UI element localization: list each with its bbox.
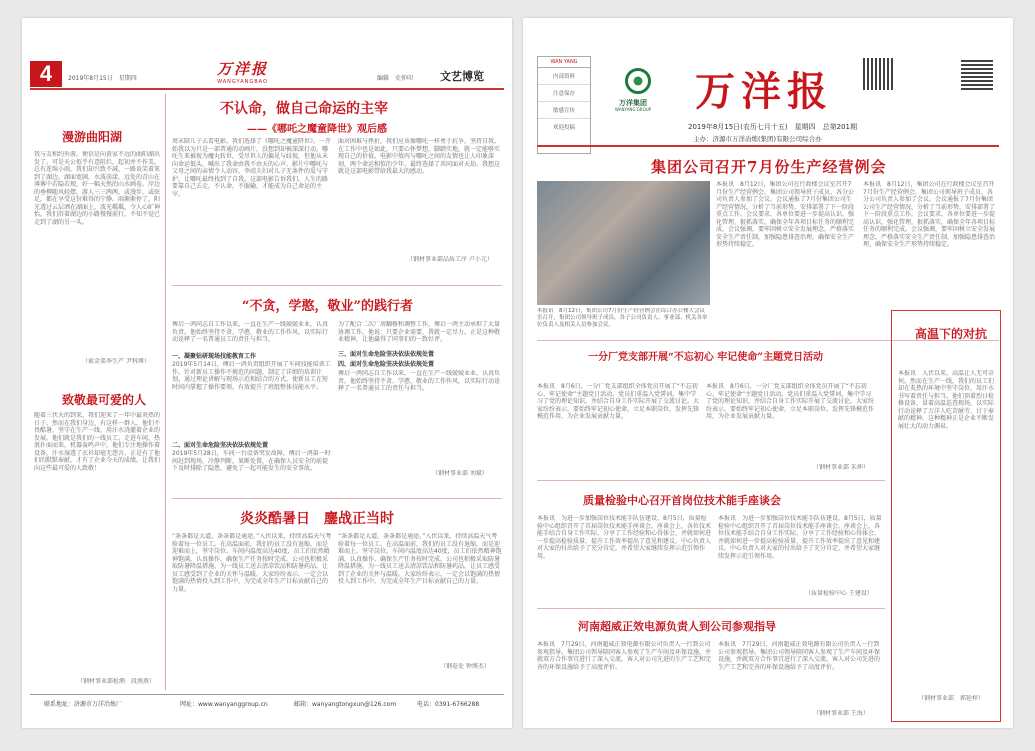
photo-caption: 本报讯 8月12日，集团公司7月份生产经营例会在综合办公楼大会议室召开，集团公司领导班子成员、各子公司负责人、事业部、机关各单位负责人及相关人员参加会议。	[537, 308, 708, 328]
article-body: 本报讯 8月12日，集团公司在行政楼会议室召开7月份生产经营例会，集团公司领导班子成员、各分公司负责人参加了会议。会议通报了7月份集团公司生产经营情况，分析了当前形势，安排部署了下一阶段重点工作。会议要求，各单位要进一步提高认识，强化管理，狠抓落实，确保全年各项目标任务的顺利完成。会议强调，要牢固树立安全发展理念，严格落实安全生产责任制，加强隐患排查治理，确保安全生产形势持续稳定。	[716, 181, 855, 248]
article-byline: （钢材事业部 王海）	[813, 710, 869, 717]
article-byline: （钢材事业部检测 段燕燕）	[77, 678, 156, 685]
issue-date: 2019年8月15日 星期四	[68, 75, 137, 82]
sidebar-byline: （钢材事业部 郭延梓）	[918, 695, 985, 702]
sidebar-body: 本报讯 入伏以来，高温让人无可奈何。然而在生产一线，我们的员工们却在炙热的环境中坚守岗位，用汗水书写着责任与担当。他们顶着烈日检修设备，冒着高温巡查现场，以实际行动诠释了万洋人吃苦耐劳、甘于奉献的精神。这种精神正是企业不断发展壮大的动力源泉。	[898, 370, 995, 430]
article-body: 傅启一鸿同志自工作以来，一直在生产一线兢兢业业，认真负责。他始终坚持不贪、学憨、敬业的工作作风，以实际行动诠释了一名普通员工的责任与担当。	[338, 370, 501, 392]
footer-phone: 电话：0391-6766288	[417, 701, 480, 708]
footer-address: 联系地址：济源市万洋冶炼厂	[44, 701, 123, 708]
meeting-photo	[537, 181, 710, 305]
page-number: 4	[30, 61, 62, 87]
article-body: 傅启一鸿同志自工作以来，一直在生产一线兢兢业业，认真负责。他始终坚持不贪、学憨、敬业的工作作风，以实际行动诠释了一名普通员工的责任与担当。	[172, 321, 329, 343]
article-byline: （质量检验中心 王建设）	[805, 590, 873, 597]
feature-body: 面对困难与挫折，我们应该像哪吒一样勇于抗争，坚持自我。在工作中也是如此，只要心怀梦想，脚踏实地，就一定能够实现自己的价值。电影中敖丙与哪吒之间的友情也让人印象深刻，两个命运相似的少年，最终选择了共同面对天劫。我想这就是这部电影带给我最大的感动。	[338, 138, 501, 175]
article-body: 本报讯 为进一步加强岗位技术能手队伍建设，8月5日，质量检验中心组织召开了首届岗位技术能手座谈会。座谈会上，各位技术能手结合自身工作实际，分享了工作经验和心得体会，并就如何进一步提高检验质量、提升工作效率提出了意见和建议。中心负责人对大家的付出给予了充分肯定，并希望大家继续发挥示范引领作用。	[718, 515, 882, 560]
article-byline: （钢材事业部 刘斌）	[432, 470, 488, 477]
footer-rule	[30, 694, 504, 695]
nav-item: 欢迎投稿	[552, 125, 575, 131]
newspaper-front-page	[523, 18, 1013, 728]
section-rule	[537, 608, 885, 609]
subheading: 一、凝聚钻研现场技能教育工作	[172, 353, 257, 360]
nav-item: 敏感宣传	[538, 102, 590, 119]
feature-subtitle: ——《哪吒之魔童降世》观后感	[247, 124, 387, 135]
article-title: 河南超威正效电源负责人到公司参观指导	[578, 620, 776, 633]
publisher-line: 主办：济源市万洋冶炼(集团)有限公司综合办	[693, 135, 822, 143]
article-body: 2019年5月28日，车间一台设备突发故障，傅启一鸿第一时间赶到现场，冷静判断，果断处置，在确保人员安全的前提下及时排除了隐患，避免了一起可能发生的安全事故。	[172, 450, 331, 472]
company-name: 万洋集团	[619, 99, 647, 107]
section-title: 文艺博览	[440, 70, 484, 83]
article-body: 本报讯 7月29日，河南超威正效电源有限公司负责人一行到公司参观指导。集团公司领导陪同客人参观了生产车间及环保设施，并就双方合作事宜进行了深入交流。客人对公司先进的生产工艺和完善的环保设施给予了高度评价。	[537, 641, 712, 671]
company-logo-icon	[625, 68, 651, 94]
headline: 集团公司召开7月份生产经营例会	[651, 158, 887, 176]
article-body: 本报讯 7月29日，河南超威正效电源有限公司负责人一行到公司参观指导。集团公司领导陪同客人参观了生产车间及环保设施，并就双方合作事宜进行了深入交流。客人对公司先进的生产工艺和完善的环保设施给予了高度评价。	[718, 641, 881, 671]
company-name-en: WANYANG GROUP	[615, 107, 652, 112]
article-body: “条条都是大道，条条都是通途。”入伏以来，持续高温天气考验着每一位员工。在高温面前，我们的员工没有退缩，而是迎难而上，坚守岗位。车间内温度高达40度，员工们依然精神饱满，认真操作，确保生产任务按时完成。公司也积极采取防暑降温措施，为一线员工送去清凉饮品和防暑药品，让员工感受到了企业的关怀与温暖。大家纷纷表示，一定会以饱满的热情投入到工作中，为完成全年生产目标贡献自己的力量。	[338, 533, 502, 585]
newspaper-page-4	[22, 18, 512, 728]
subheading: 二、面对生命危险坚决依法依规处置	[172, 442, 269, 449]
header-rule	[30, 88, 504, 90]
article-byline: （钢材事业部 朱坤）	[813, 464, 869, 471]
front-masthead: 万洋报	[695, 68, 833, 115]
column-divider	[165, 94, 166, 690]
footer-email[interactable]: 邮箱：wanyangtongxun@126.com	[294, 701, 397, 708]
nav-item: 注意保存	[538, 85, 590, 102]
section-rule	[172, 498, 502, 499]
article-body: 本报讯 8月6日，一分厂党支部组织全体党员开展了“不忘初心、牢记使命”主题党日活动。党员们重温入党誓词，集中学习了党的理论知识，并结合自身工作实际开展了交流讨论。大家纷纷表示，要始终牢记初心使命，立足本职岗位，发挥先锋模范作用，为企业发展贡献力量。	[537, 383, 700, 420]
feature-title: “不贪，学憨，敬业”的践行者	[242, 299, 413, 314]
header-rule	[537, 145, 999, 147]
article-byline: （钢卷处 钟博杰）	[440, 663, 490, 670]
article-body: 为了配合二次厂房翻修和调整工作，傅启一鸿主动承担了大量协调工作，他说：只要企业需要，我就一定尽力。正是这种敬业精神，让他赢得了同事们的一致好评。	[338, 321, 501, 343]
article-title: 致敬最可爱的人	[62, 393, 147, 407]
feature-byline: （钢材事业部品质工序 卢小元）	[407, 256, 493, 263]
feature-title: 炎炎酷暑日 鏖战正当时	[240, 511, 394, 527]
subheading: 三、面对生命危险坚决依法依规处置	[338, 351, 435, 358]
editor-label: 编辑 史仲印	[377, 75, 414, 82]
feature-title: 不认命，做自己命运的主宰	[220, 101, 388, 117]
footer-website[interactable]: 网址：www.wanyanggroup.cn	[180, 701, 268, 708]
qr-code	[863, 58, 895, 90]
nav-item: 内部资料	[538, 68, 590, 85]
section-rule	[172, 285, 502, 286]
masthead-logo: 万洋报 WANGYANGBAO	[217, 60, 269, 85]
article-title: 漫游曲阳湖	[62, 130, 123, 144]
article-title: 一分厂党支部开展“不忘初心 牢记使命”主题党日活动	[588, 352, 823, 363]
article-title: 质量检验中心召开首岗位技术能手座谈会	[583, 494, 781, 507]
article-body: 2019年5月14日，傅启一鸿负责组织开展了车间技能培训工作，针对新员工操作不规范的问题，制定了详细的培训计划。通过理论讲解与现场示范相结合的方式，使新员工在短时间内掌握了操作要领，有效提升了班组整体技能水平。	[172, 361, 331, 391]
article-body: 本报讯 8月12日，集团公司在行政楼会议室召开7月份生产经营例会，集团公司领导班子成员、各分公司负责人参加了会议。会议通报了7月份集团公司生产经营情况，分析了当前形势，安排部署了下一阶段重点工作。会议要求，各单位要进一步提高认识，强化管理，狠抓落实，确保全年各项目标任务的顺利完成。会议强调，要牢固树立安全发展理念，严格落实安全生产责任制，加强隐患排查治理，确保安全生产形势持续稳定。	[863, 181, 996, 248]
sidebar-title: 高温下的对抗	[915, 327, 988, 341]
nav-box: WAN YANG 内部资料 注意保存 敏感宣传 欢迎投稿	[537, 56, 591, 154]
subheading: 四、面对生命危险坚决依法依规处置	[338, 361, 435, 368]
issue-line: 2019年8月15日(农历七月十五) 星期四 总第201期	[688, 123, 857, 131]
section-rule	[537, 480, 885, 481]
article-body: 我与友相约外游，便信是向黄家不远的曲阳湖出发了。可是天公似乎有意阻拦，起初并不作美，总有连绵小雨，我们却兴致不减，一路说笑着来到了湖边。湖面宽阔，水波荡漾，远处的青山在薄雾中若隐若现，好一幅天然的山水画卷。岸边的垂柳随风轻摆，游人三三两两，或漫步，或驻足，都在享受这份难得的宁静。雨渐渐停了，阳光透过云层洒在湖面上，波光粼粼，令人心旷神怡。我们沿着湖边的小路慢慢前行，不知不觉已走到了湖的另一头。	[34, 151, 160, 226]
article-body: 本报讯 为进一步加强岗位技术能手队伍建设，8月5日，质量检验中心组织召开了首届岗位技术能手座谈会。座谈会上，各位技术能手结合自身工作实际，分享了工作经验和心得体会，并就如何进一步提高检验质量、提升工作效率提出了意见和建议。中心负责人对大家的付出给予了充分肯定，并希望大家继续发挥示范引领作用。	[537, 515, 712, 560]
article-byline: （索金菜季生产 尹科博）	[82, 358, 150, 365]
article-body: 随着三伏天的到来，我们迎来了一年中最炎热的日子。然而在我们身边，有这样一群人，他们不畏酷暑，坚守在生产一线，用汗水浇灌着企业的发展。他们就是我们的一线员工。走进车间，热浪扑面而来，机器轰鸣声中，他们专注地操作着设备，汗水湿透了衣衫却毫无怨言。正是有了他们的默默奉献，才有了企业今天的成绩。让我们向这些最可爱的人致敬！	[34, 412, 160, 472]
qr-code	[961, 58, 993, 90]
feature-body: 周末陪儿子去看电影，我们选择了《哪吒之魔童降世》。一开始我以为只是一部普通的动画片，没想到却被深深打动。哪吒生来被视为魔丸转世，受尽世人的偏见与歧视，但他从未向命运低头，喊出了我命由我不由天的心声。影片中哪吒与父母之间的亲情令人动容，李靖夫妇对儿子无条件的爱与守护，让哪吒最终找到了自我。这部电影告诉我们，人生的路要靠自己去走，不认命，不服输，才能成为自己命运的主宰。	[172, 138, 332, 198]
article-body: “条条都是大道，条条都是通途。”入伏以来，持续高温天气考验着每一位员工。在高温面前，我们的员工没有退缩，而是迎难而上，坚守岗位。车间内温度高达40度，员工们依然精神饱满，认真操作，确保生产任务按时完成。公司也积极采取防暑降温措施，为一线员工送去清凉饮品和防暑药品，让员工感受到了企业的关怀与温暖。大家纷纷表示，一定会以饱满的热情投入到工作中，为完成全年生产目标贡献自己的力量。	[172, 533, 332, 593]
article-body: 本报讯 8月6日，一分厂党支部组织全体党员开展了“不忘初心、牢记使命”主题党日活动。党员们重温入党誓词，集中学习了党的理论知识，并结合自身工作实际开展了交流讨论。大家纷纷表示，要始终牢记初心使命，立足本职岗位，发挥先锋模范作用，为企业发展贡献力量。	[706, 383, 875, 420]
